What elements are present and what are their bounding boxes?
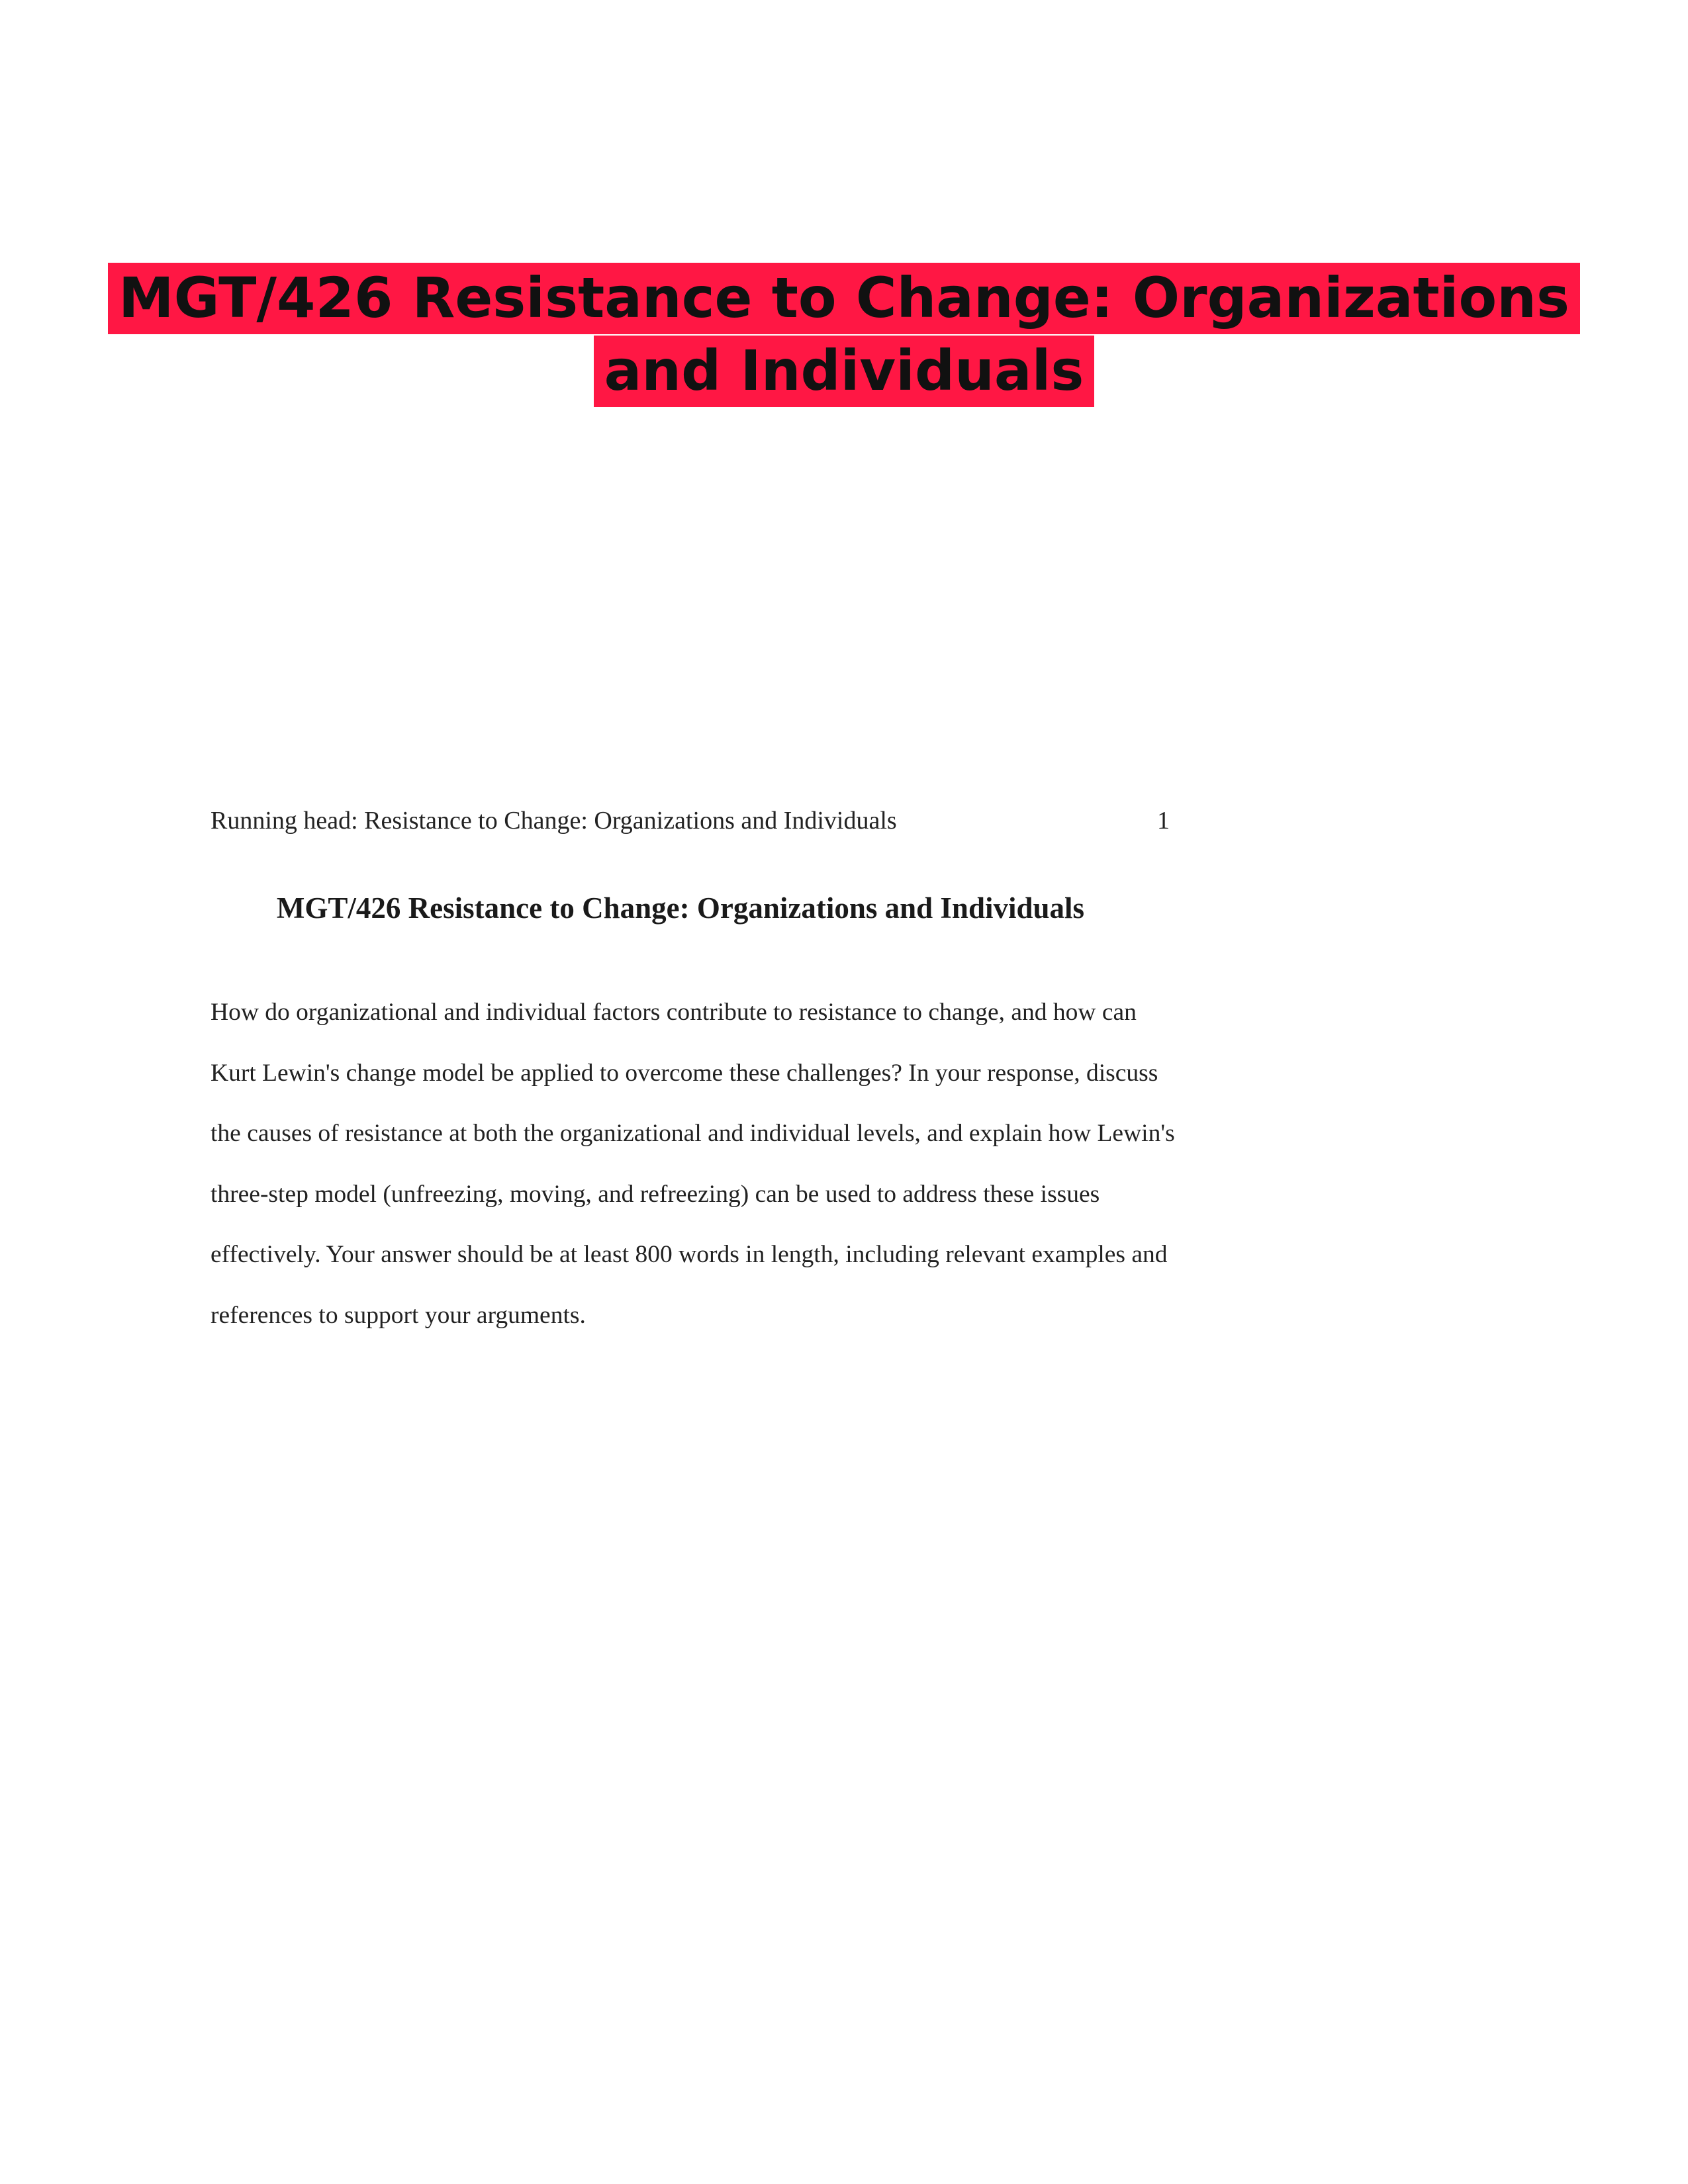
- banner-title: [0, 261, 1688, 407]
- document-page: [211, 801, 1243, 1345]
- banner-title-line-1: MGT/426 Resistance to Change: Organizations: [108, 263, 1580, 334]
- body-line: references to support your arguments.: [211, 1301, 586, 1329]
- running-head-text: Running head: Resistance to Change: Organizations and Individuals: [211, 807, 897, 835]
- body-line: effectively. Your answer should be at least 800 words in length, including relevant examples and: [211, 1241, 1168, 1268]
- body-line: the causes of resistance at both the organizational and individual levels, and explain how Lewin's: [211, 1120, 1175, 1147]
- body-line: three-step model (unfreezing, moving, and refreezing) can be used to address these issues: [211, 1180, 1100, 1208]
- banner-title-line-2: and Individuals: [594, 336, 1095, 407]
- running-head: [211, 801, 1243, 841]
- document-title: MGT/426 Resistance to Change: Organizations and Individuals: [276, 891, 1085, 925]
- body-paragraph: [211, 982, 1243, 1345]
- body-line: Kurt Lewin's change model be applied to overcome these challenges? In your response, discuss: [211, 1059, 1158, 1087]
- body-line: How do organizational and individual factors contribute to resistance to change, and how can: [211, 999, 1137, 1026]
- page-number: 1: [1157, 807, 1170, 835]
